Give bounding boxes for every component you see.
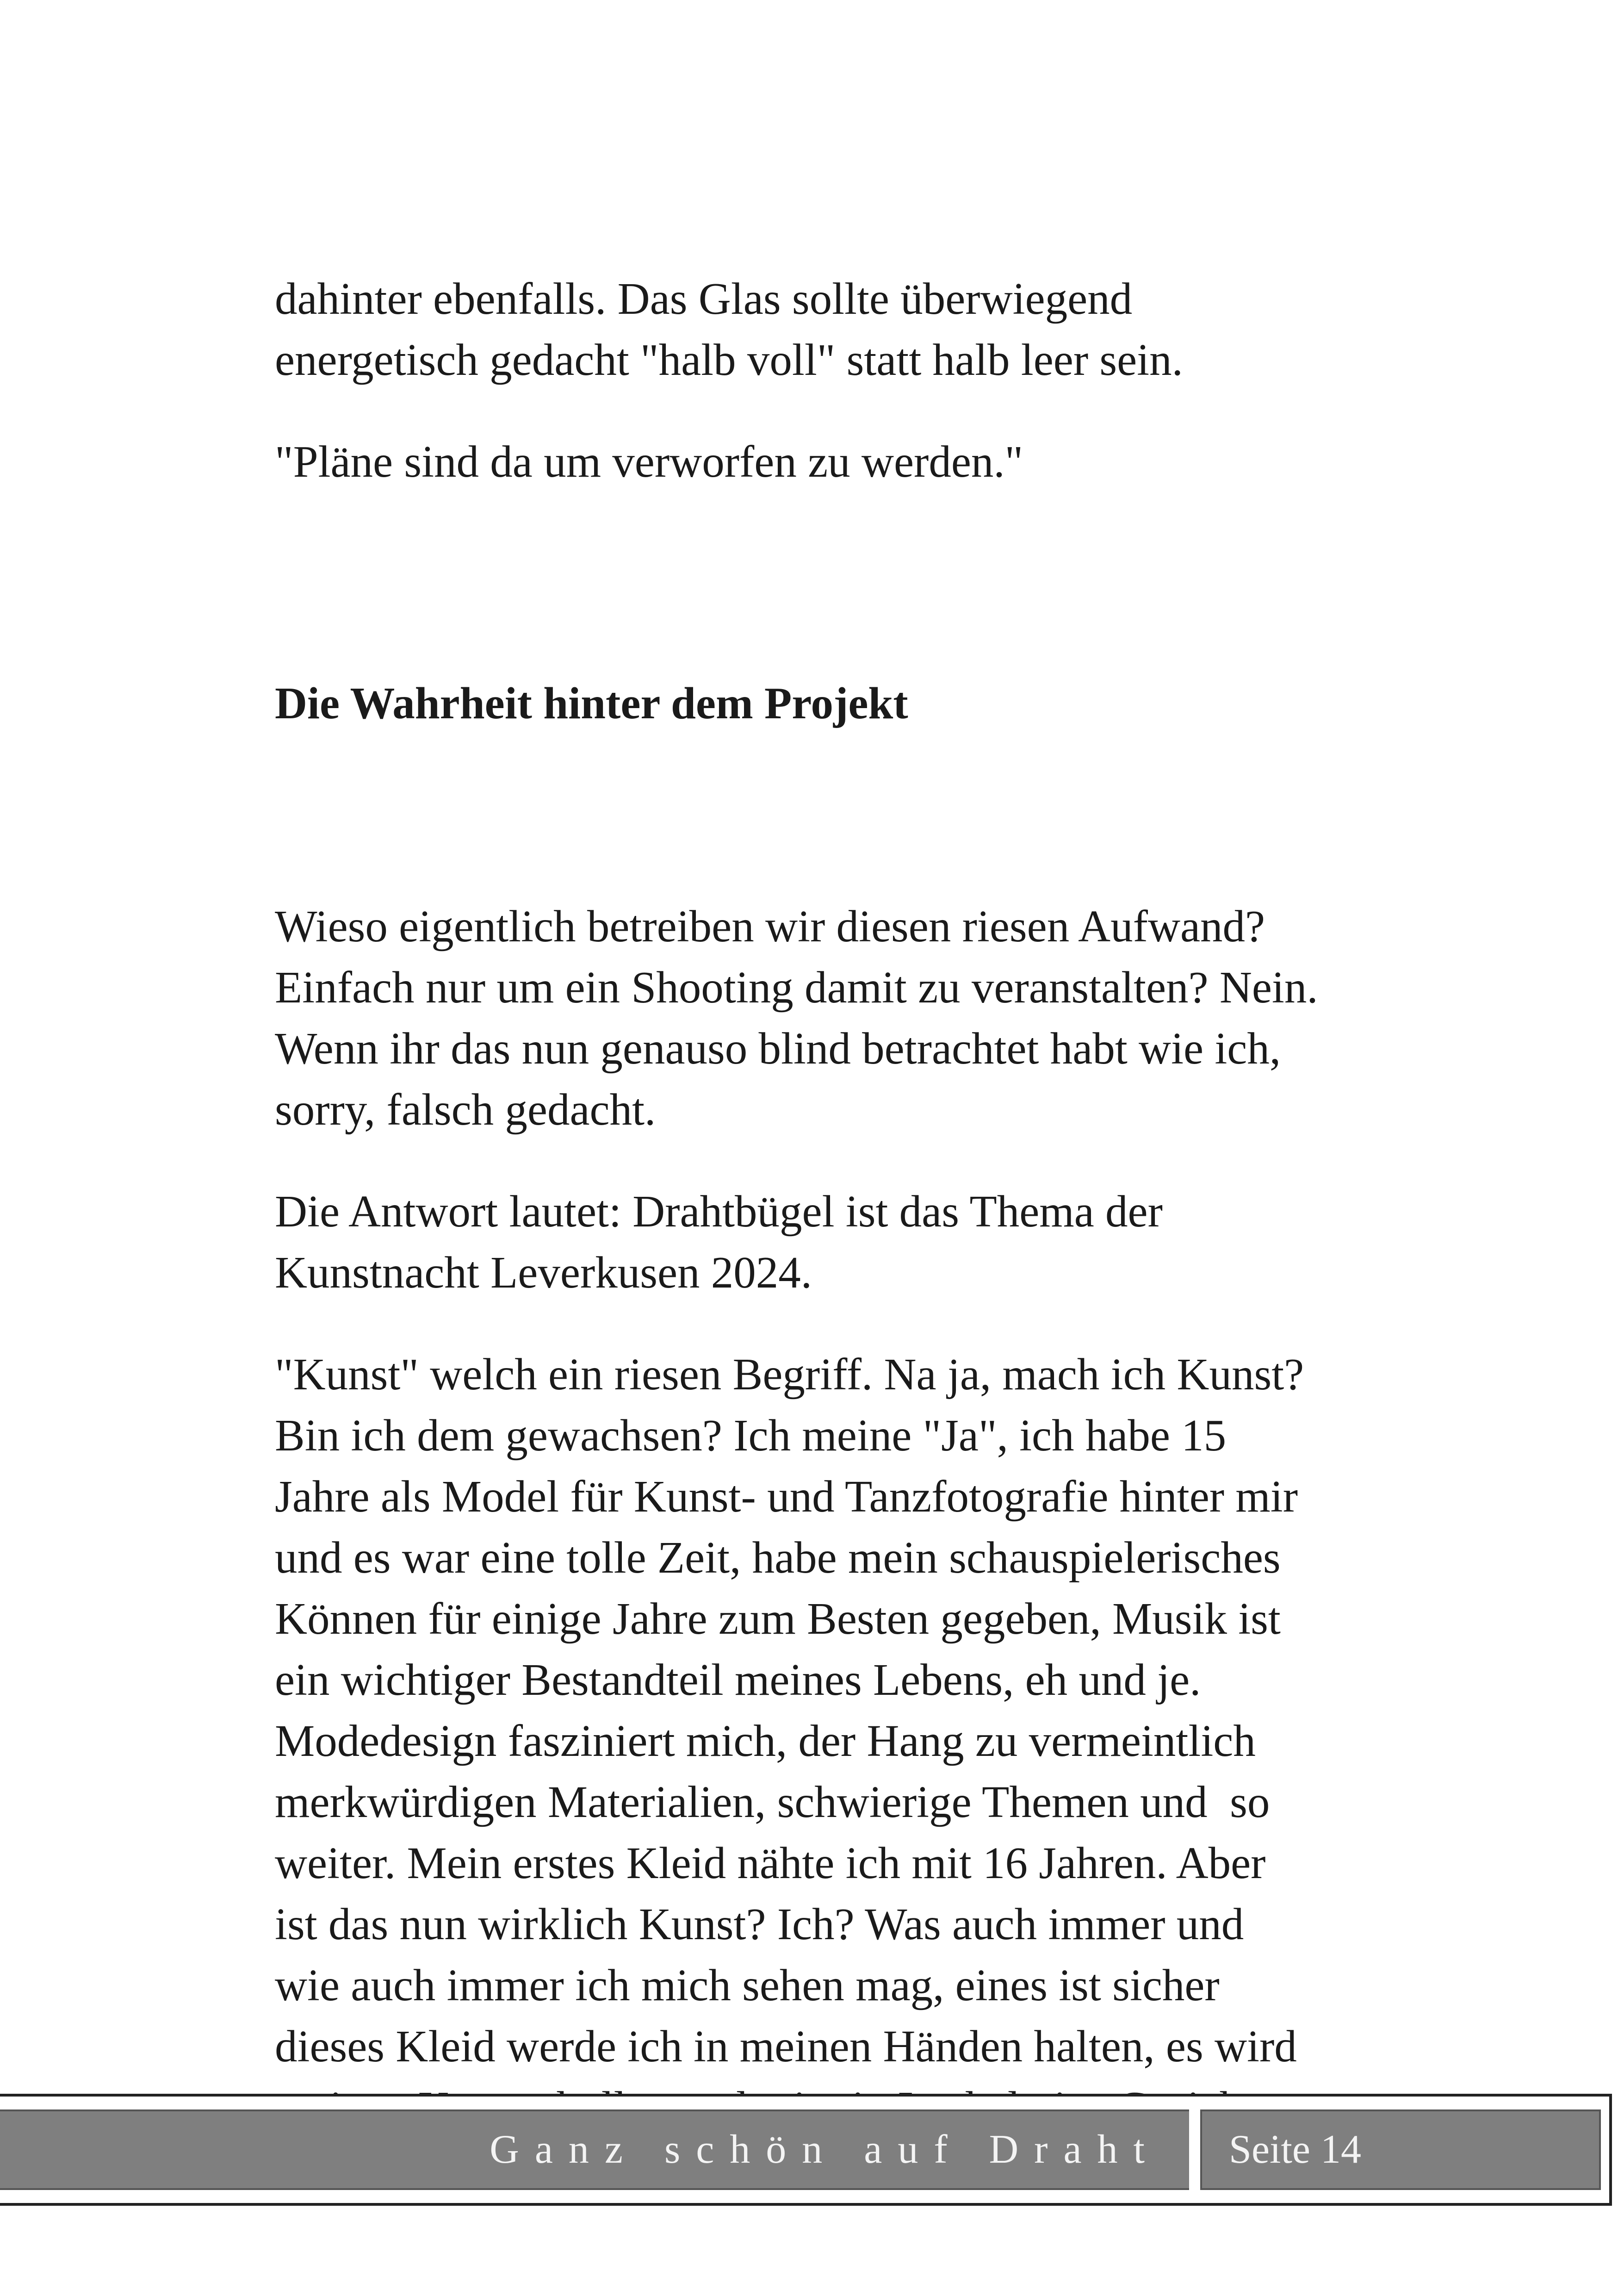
section-spacing: [275, 492, 1385, 673]
text-line: "Pläne sind da um verworfen zu werden.": [275, 437, 1023, 486]
text-line: dahinter ebenfalls. Das Glas sollte überwiegend: [275, 274, 1133, 324]
paragraph-spacing: [275, 1140, 1385, 1181]
paragraph-continuation: [275, 268, 1385, 391]
page-number: Seite 14: [1229, 2127, 1361, 2172]
text-line: weiter. Mein erstes Kleid nähte ich mit 16 Jahren. Aber: [275, 1838, 1266, 1888]
text-line: sorry, falsch gedacht.: [275, 1085, 656, 1134]
text-line: Bin ich dem gewachsen? Ich meine "Ja", ich habe 15: [275, 1411, 1227, 1460]
footer-page-box: [1200, 2109, 1601, 2190]
paragraph-spacing: [275, 391, 1385, 431]
text-line: Jahre als Model für Kunst- und Tanzfotografie hinter mir: [275, 1472, 1298, 1521]
text-line: wie auch immer ich mich sehen mag, eines ist sicher: [275, 1960, 1220, 2010]
text-line: ein wichtiger Bestandteil meines Lebens, eh und je.: [275, 1655, 1201, 1705]
text-line: Modedesign fasziniert mich, der Hang zu vermeintlich: [275, 1716, 1256, 1766]
section-heading: Die Wahrheit hinter dem Projekt: [275, 678, 908, 728]
paragraph-answer: [275, 1181, 1385, 1303]
text-line: Kunstnacht Leverkusen 2024.: [275, 1248, 812, 1297]
text-line: Die Antwort lautet: Drahtbügel ist das Thema der: [275, 1187, 1163, 1236]
text-line: Wieso eigentlich betreiben wir diesen riesen Aufwand?: [275, 902, 1265, 951]
text-line: ist das nun wirklich Kunst? Ich? Was auch immer und: [275, 1899, 1244, 1949]
footer-title-bar: [0, 2109, 1189, 2190]
text-line: Einfach nur um ein Shooting damit zu veranstalten? Nein.: [275, 963, 1318, 1012]
page-footer: [0, 2094, 1612, 2206]
text-line: "Kunst" welch ein riesen Begriff. Na ja, mach ich Kunst?: [275, 1350, 1304, 1399]
footer-title: Ganz schön auf Draht: [490, 2127, 1160, 2172]
text-line: merkwürdigen Materialien, schwierige Themen und so: [275, 1777, 1270, 1827]
paragraph-quote: [275, 431, 1385, 492]
paragraph-intro: [275, 896, 1385, 1140]
text-line: dieses Kleid werde ich in meinen Händen halten, es wird: [275, 2022, 1297, 2071]
text-line: energetisch gedacht "halb voll" statt halb leer sein.: [275, 335, 1183, 385]
section-spacing: [275, 734, 1385, 896]
paragraph-spacing: [275, 1303, 1385, 1344]
paragraph-art: [275, 1344, 1385, 2138]
page-content: [275, 268, 1385, 2138]
text-line: und es war eine tolle Zeit, habe mein schauspielerisches: [275, 1533, 1281, 1582]
text-line: Wenn ihr das nun genauso blind betrachtet habt wie ich,: [275, 1024, 1281, 1073]
text-line: Können für einige Jahre zum Besten gegeben, Musik ist: [275, 1594, 1281, 1643]
